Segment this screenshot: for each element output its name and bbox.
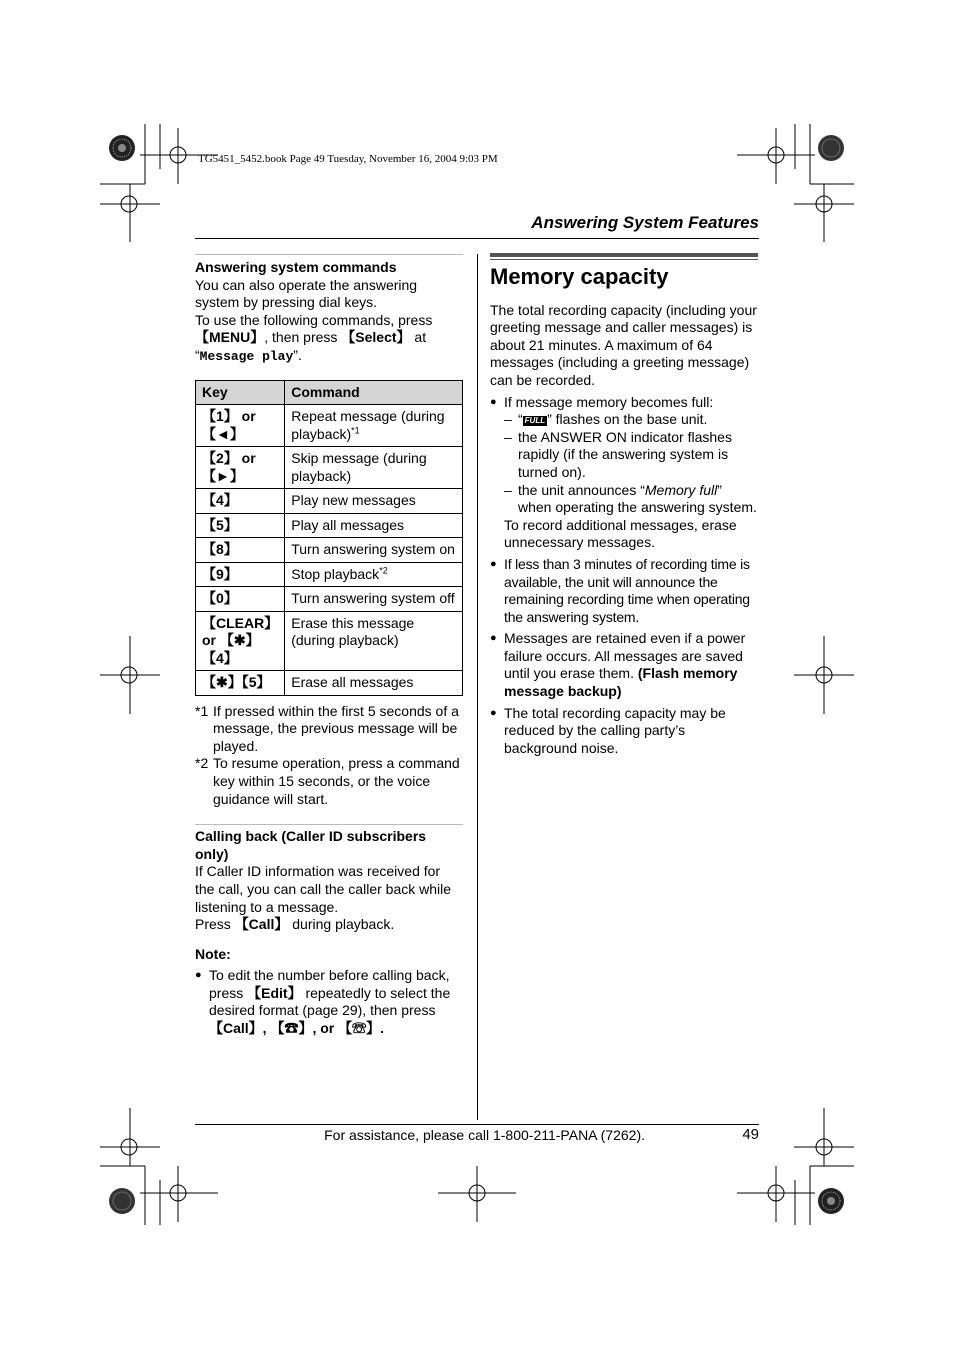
section-rule: [195, 254, 463, 255]
bullet-power-failure: [490, 630, 758, 700]
press-text: Press: [195, 916, 235, 933]
key-cell: 【9】: [196, 562, 285, 587]
command-cell: [285, 671, 463, 696]
quote-open: “: [518, 411, 523, 428]
key-cell: 【CLEAR】 or 【✱】【4】: [196, 611, 285, 671]
commands-table-body: [196, 405, 463, 696]
menu-key: 【MENU】: [195, 329, 265, 346]
command-text: Repeat message (during playback): [291, 408, 445, 442]
dash-item-full: [504, 411, 758, 429]
footnote-mark: *1: [195, 702, 209, 719]
during-playback: during playback.: [288, 916, 395, 933]
dash-mark: –: [504, 428, 512, 445]
footnote-1: [195, 703, 463, 756]
command-text: Turn answering system on: [291, 541, 455, 558]
bullet-memory-full: [490, 394, 758, 412]
table-header-row: [196, 380, 463, 405]
footnote-text: To resume operation, press a command key within 15 seconds, or the voice guidance will start.: [213, 755, 460, 807]
note-part: To edit the number before calling back, press: [209, 967, 450, 1001]
command-cell: [285, 513, 463, 538]
running-head: Answering System Features: [531, 213, 759, 232]
bullet-icon: ●: [490, 557, 497, 570]
left-column: [195, 254, 463, 1038]
bullet-text-part: Messages are retained even if a power failure occurs. All messages are saved until you erase them.: [504, 630, 746, 682]
section-rule: [195, 824, 463, 825]
call-key: 【Call】: [234, 916, 289, 933]
footnote-ref: *2: [379, 564, 388, 575]
flash-memory-backup: (Flash memory message backup): [504, 665, 738, 700]
command-text: Play all messages: [291, 516, 405, 533]
bullet-follow-text: To record additional messages, erase unnecessary messages.: [504, 516, 737, 551]
bullet-icon: ●: [490, 632, 497, 645]
footnote-mark: *2: [195, 755, 209, 772]
at-text: at “: [195, 329, 427, 363]
command-cell: [285, 611, 463, 671]
bullet-noise: [490, 705, 758, 758]
table-row: [196, 447, 463, 489]
command-cell: [285, 538, 463, 563]
commands-heading: Answering system commands: [195, 259, 397, 275]
select-key: 【Select】: [341, 329, 411, 346]
table-row: [196, 538, 463, 563]
memory-full-phrase: Memory full: [644, 481, 718, 498]
command-text: Erase this message (during playback): [291, 614, 415, 649]
command-cell: [285, 447, 463, 489]
bullet-icon: ●: [490, 706, 497, 719]
bullet-text: If less than 3 minutes of recording time is available, the unit will announce the remaining recording time when operating the answering system.: [504, 555, 750, 625]
footer-text: For assistance, please call 1-800-211-PANA (7262).: [324, 1127, 645, 1143]
note-item: [195, 967, 463, 1037]
footnote-2: [195, 755, 463, 808]
intro-line-2: To use the following commands, press: [195, 311, 433, 328]
page-number: 49: [742, 1126, 759, 1143]
table-row: [196, 513, 463, 538]
command-text: Skip message (during playback): [291, 450, 427, 484]
intro-line-1: You can also operate the answering system by pressing dial keys.: [195, 276, 418, 311]
table-row: [196, 611, 463, 671]
dash-text-part: ” when operating the answering system.: [518, 481, 757, 516]
section-title: Memory capacity: [490, 264, 669, 289]
edit-key: 【Edit】: [247, 984, 302, 1001]
command-text: Turn answering system off: [291, 590, 455, 607]
bullet-text: If message memory becomes full:: [504, 393, 714, 410]
menu-item-message-play: Message play: [199, 348, 294, 364]
end-quote: ”.: [293, 346, 302, 363]
right-column: [490, 253, 758, 757]
bullet-text: The total recording capacity may be reduced by the calling party’s background noise.: [504, 704, 726, 756]
commands-intro: [195, 277, 463, 366]
call-talk-speaker-keys: 【Call】, 【☎】, or 【☏】.: [209, 1020, 385, 1037]
key-cell: 【2】 or 【►】: [196, 447, 285, 489]
note-part: repeatedly to select the desired format (page 29), then press: [209, 984, 451, 1019]
command-cell: [285, 562, 463, 587]
bullet-icon: ●: [195, 969, 202, 982]
callback-heading: Calling back (Caller ID subscribers only): [195, 828, 427, 862]
key-cell: 【0】: [196, 587, 285, 612]
header-rule: [195, 238, 759, 239]
dash-item-answer-on: [504, 429, 758, 482]
dash-mark: –: [504, 411, 512, 428]
key-cell: 【1】 or 【◄】: [196, 405, 285, 447]
command-cell: [285, 489, 463, 514]
command-text: Play new messages: [291, 492, 416, 509]
col-command: Command: [285, 380, 463, 405]
dash-text-part: the unit announces “: [518, 481, 645, 498]
dash-mark: –: [504, 481, 512, 498]
col-key: Key: [196, 380, 285, 405]
table-row: [196, 405, 463, 447]
command-text: Stop playback: [291, 565, 380, 582]
memory-intro: The total recording capacity (including your greeting message and caller messages) is about 21 minutes. A maximum of 64 messages (including a greeting message) can be recorded.: [490, 301, 757, 388]
dash-text: [518, 482, 758, 517]
command-text: Erase all messages: [291, 674, 414, 691]
footer-rule: [195, 1124, 759, 1125]
footnote-text: If pressed within the first 5 seconds of a message, the previous message will be played.: [213, 702, 459, 754]
commands-table: [195, 380, 463, 696]
dash-text: [518, 411, 707, 429]
then-press: , then press: [264, 329, 342, 346]
table-row: [196, 489, 463, 514]
table-row: [196, 587, 463, 612]
key-cell: 【8】: [196, 538, 285, 563]
key-cell: 【✱】【5】: [196, 671, 285, 696]
key-cell: 【4】: [196, 489, 285, 514]
key-cell: 【5】: [196, 513, 285, 538]
bullet-icon: ●: [490, 395, 497, 408]
dash-text-part: ” flashes on the base unit.: [547, 411, 708, 428]
column-divider: [477, 254, 478, 1120]
dash-item-announce: [504, 482, 758, 517]
full-display-icon: FULL: [524, 416, 546, 426]
callback-text: If Caller ID information was received for the call, you can call the caller back while listening to a message.: [195, 863, 452, 915]
footnote-ref: *1: [351, 424, 360, 435]
callback-press: [195, 916, 463, 934]
print-info: TG5451_5452.book Page 49 Tuesday, November 16, 2004 9:03 PM: [198, 153, 498, 165]
title-rule: [490, 253, 758, 260]
command-cell: [285, 405, 463, 447]
command-cell: [285, 587, 463, 612]
note-heading: Note:: [195, 945, 231, 962]
bullet-low-time: [490, 556, 758, 626]
dash-text: the ANSWER ON indicator flashes rapidly (if the answering system is turned on).: [518, 428, 732, 480]
bullet-text: [504, 630, 758, 700]
footnotes: [195, 703, 463, 809]
note-text: [209, 967, 463, 1037]
table-row: [196, 671, 463, 696]
table-row: [196, 562, 463, 587]
